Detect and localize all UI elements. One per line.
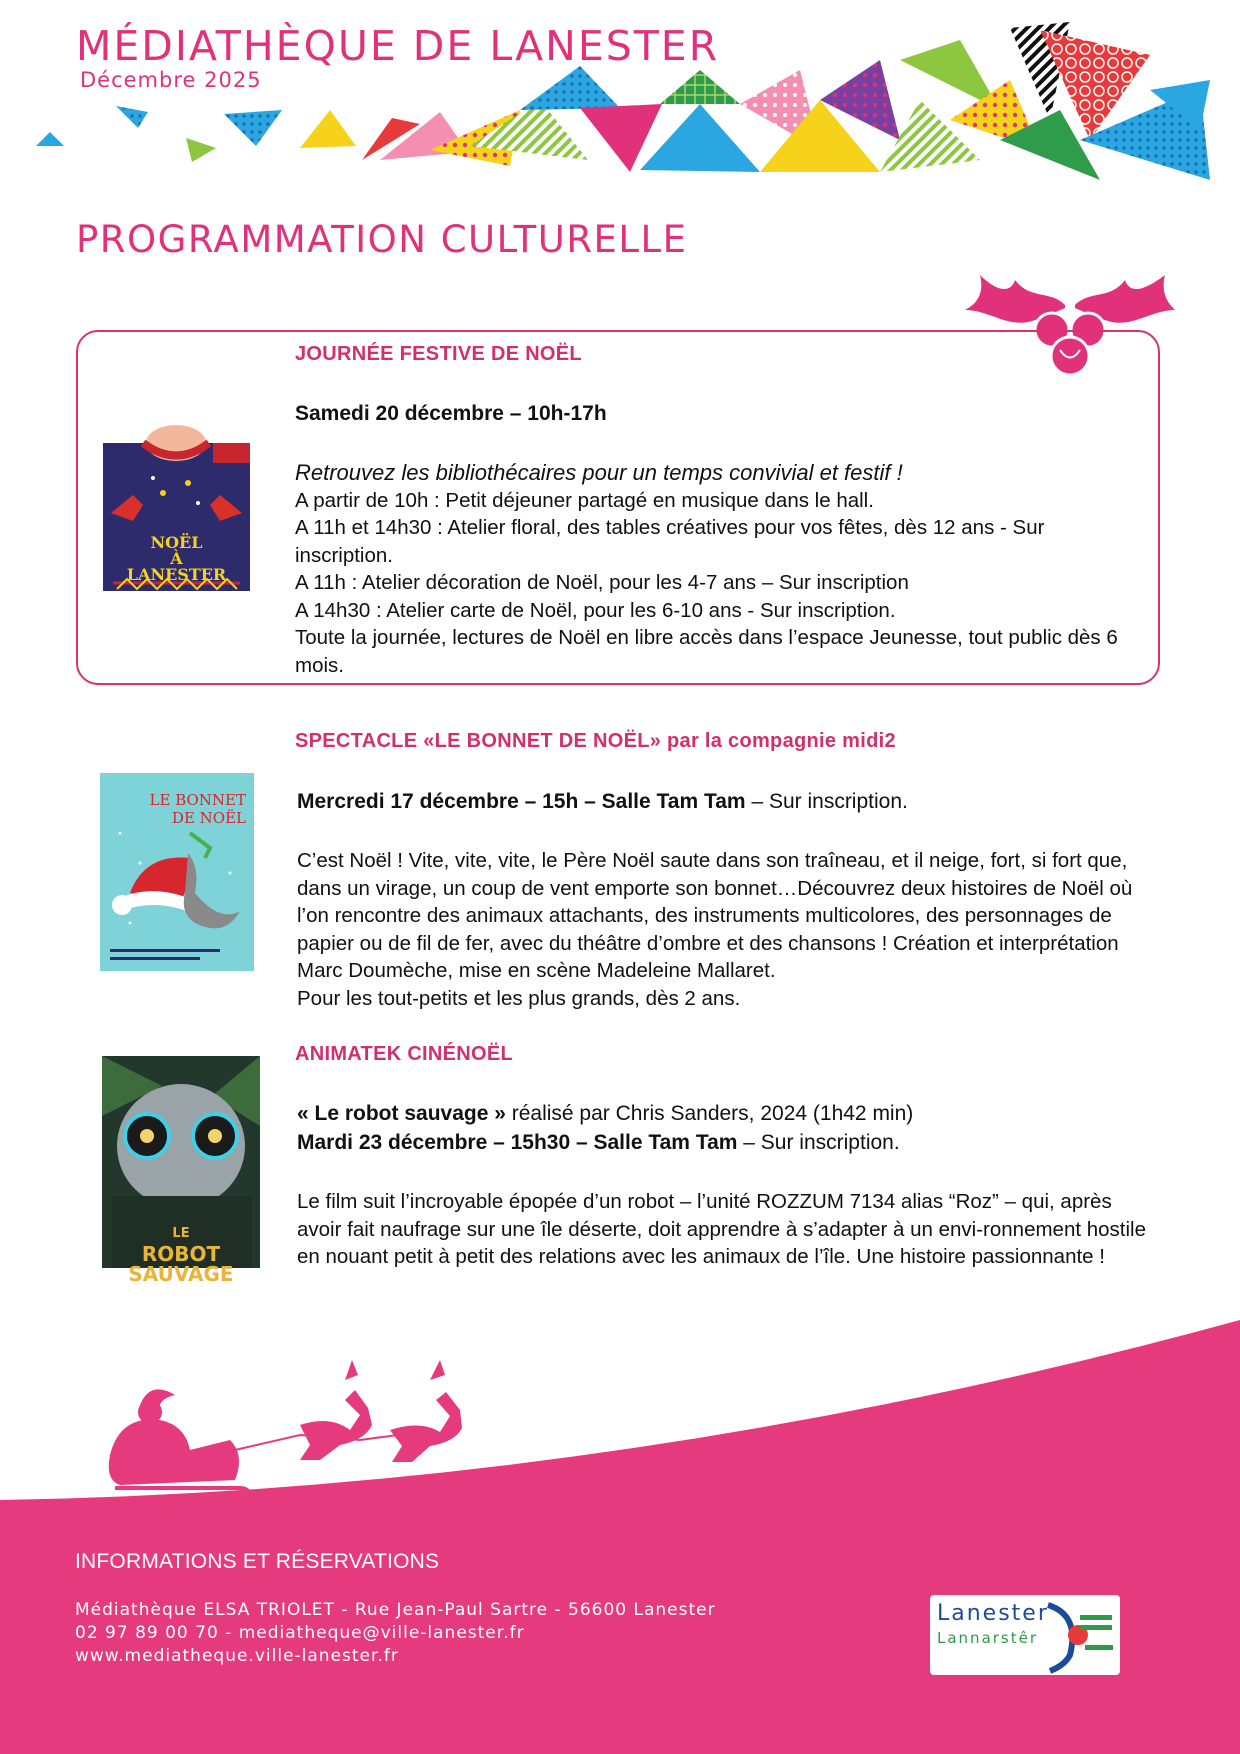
poster-text: LANESTER xyxy=(126,565,227,584)
event-title: JOURNÉE FESTIVE DE NOËL xyxy=(295,343,582,365)
event-date xyxy=(297,1131,900,1155)
poster-text: DE NOËL xyxy=(171,809,246,827)
poster-text: LE xyxy=(172,1226,190,1241)
event-description xyxy=(295,459,1140,679)
page-subtitle-date: Décembre 2025 xyxy=(80,68,262,92)
footer-website-link[interactable]: www.mediatheque.ville-lanester.fr xyxy=(75,1646,399,1666)
event-line: Toute la journée, lectures de Noël en libre accès dans l’espace Jeunesse, tout public dès 6 mois. xyxy=(295,626,1118,677)
poster-text: ROBOT xyxy=(141,1242,221,1266)
logo-text-breton: Lannarstêr xyxy=(937,1629,1039,1647)
event-title-company: par la compagnie midi2 xyxy=(661,730,896,752)
event-date xyxy=(297,790,908,814)
event-line: A partir de 10h : Petit déjeuner partagé en musique dans le hall. xyxy=(295,488,874,512)
event-line: A 14h30 : Atelier carte de Noël, pour les 6-10 ans - Sur inscription. xyxy=(295,598,896,622)
film-info xyxy=(297,1102,913,1126)
event-body: C’est Noël ! Vite, vite, vite, le Père Noël saute dans son traîneau, et il neige, fort, si fort que, dans un virage, un coup de vent emporte son bonnet…Découvrez deux histoires de Noël où l’on rencontre des animaux attachants, des instruments multicolores, des personnages de papier ou de fil de fer, avec du théâtre d’ombre et des chansons ! Création et interprétation Marc Doumèche, mise en scène Madeleine Mallaret. xyxy=(297,849,1133,982)
event-line: A 11h : Atelier décoration de Noël, pour les 4-7 ans – Sur inscription xyxy=(295,571,909,594)
poster-le-robot-sauvage xyxy=(102,1056,260,1286)
film-credit: réalisé par Chris Sanders, 2024 (1h42 min) xyxy=(505,1102,914,1125)
footer-address: Médiathèque ELSA TRIOLET - Rue Jean-Paul Sartre - 56600 Lanester xyxy=(75,1600,716,1620)
film-title: « Le robot sauvage » xyxy=(297,1102,506,1125)
event-title xyxy=(295,730,896,753)
page-title: MÉDIATHÈQUE DE LANESTER xyxy=(76,22,720,70)
event-date-note: – Sur inscription. xyxy=(737,1131,900,1154)
event-lead: Retrouvez les bibliothécaires pour un temps convivial et festif ! xyxy=(295,460,903,485)
santa-hat-illustration xyxy=(100,773,254,971)
logo-text: Lanester xyxy=(937,1601,1049,1626)
poster-text: NOËL xyxy=(150,533,203,552)
poster-noel-a-lanester xyxy=(103,443,250,591)
event-description xyxy=(297,847,1152,1012)
event-date-main: Mercredi 17 décembre – 15h – Salle Tam Tam xyxy=(297,790,746,813)
poster-text: LE BONNET xyxy=(149,791,246,809)
section-heading: PROGRAMMATION CULTURELLE xyxy=(76,218,688,261)
poster-text: À xyxy=(170,549,183,568)
footer-heading: INFORMATIONS ET RÉSERVATIONS xyxy=(75,1550,440,1573)
event-line: A 11h et 14h30 : Atelier floral, des tables créatives pour vos fêtes, dès 12 ans - Sur inscription. xyxy=(295,516,1045,567)
footer-band xyxy=(0,1320,1240,1754)
event-description xyxy=(297,1188,1152,1271)
event-title-main: SPECTACLE «LE BONNET DE NOËL» xyxy=(295,730,662,752)
poster-le-bonnet-de-noel xyxy=(100,773,254,971)
event-title: ANIMATEK CINÉNOËL xyxy=(295,1043,514,1065)
event-date-note: – Sur inscription. xyxy=(745,790,908,813)
event-audience: Pour les tout-petits et les plus grands, dès 2 ans. xyxy=(297,986,741,1010)
event-body: Le film suit l’incroyable épopée d’un robot – l’unité ROZZUM 7134 alias “Roz” – qui, après avoir fait naufrage sur une île déserte, doit apprendre à s’adapter à un envi-ronnement hostile en nouant petit à petit des relations avec les animaux de l’île. Une histoire passionnante ! xyxy=(297,1190,1146,1268)
reindeer-icon xyxy=(300,1360,462,1462)
event-date-main: Mardi 23 décembre – 15h30 – Salle Tam Tam xyxy=(297,1131,738,1154)
poster-text: SAUVAGE xyxy=(128,1262,234,1286)
event-date: Samedi 20 décembre – 10h-17h xyxy=(295,402,607,425)
footer-contact: 02 97 89 00 70 - mediatheque@ville-lanester.fr xyxy=(75,1623,525,1643)
